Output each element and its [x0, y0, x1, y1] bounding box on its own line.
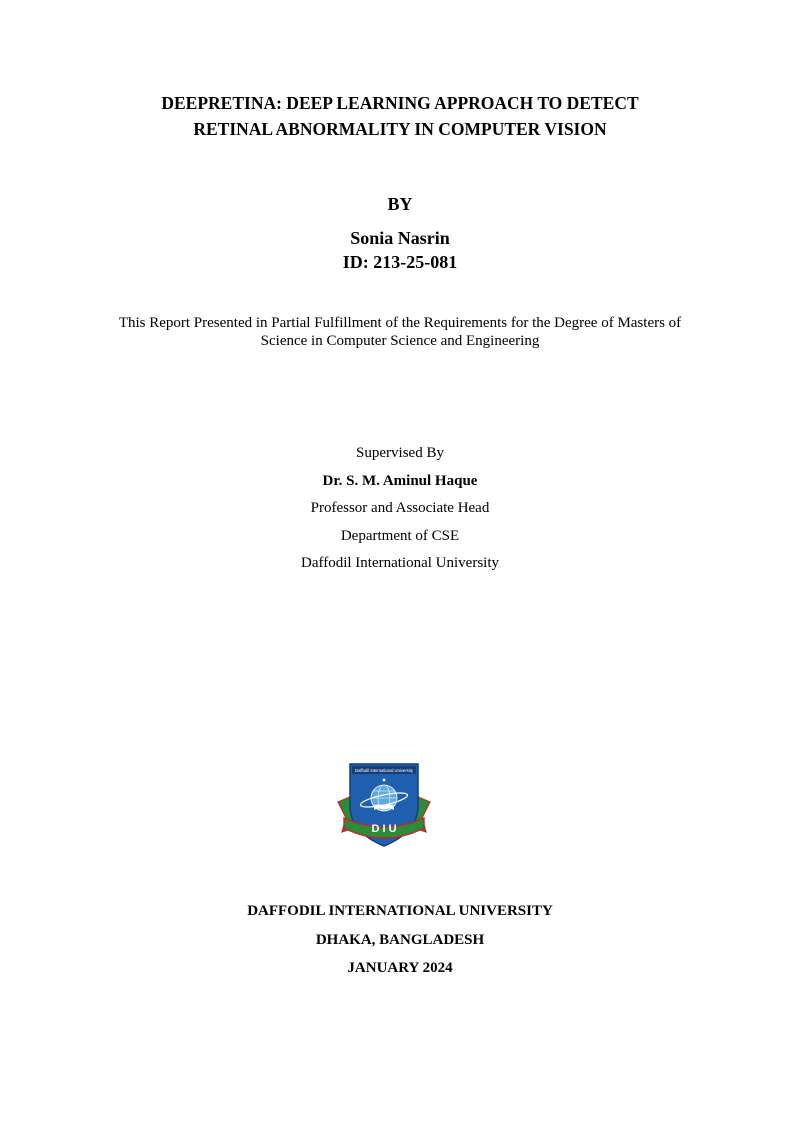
thesis-title-line-1: DEEPRETINA: DEEP LEARNING APPROACH TO DETECT	[161, 93, 639, 113]
supervisor-position: Professor and Associate Head	[310, 500, 490, 516]
supervised-by-label: Supervised By	[356, 445, 444, 461]
footer-location: DHAKA, BANGLADESH	[315, 931, 485, 948]
degree-statement	[0, 314, 800, 350]
author-id: ID: 213-25-081	[342, 252, 458, 272]
footer-date: JANUARY 2024	[347, 960, 453, 976]
supervisor-department: Department of CSE	[340, 527, 460, 544]
author-name: Sonia Nasrin	[350, 228, 450, 248]
degree-statement-line-1: This Report Presented in Partial Fulfillment of the Requirements for the Degree of Masters of	[118, 315, 682, 331]
footer-block	[0, 897, 800, 983]
degree-statement-line-2: Science in Computer Science and Engineering	[260, 333, 540, 349]
author-block	[0, 226, 800, 274]
supervisor-name: Dr. S. M. Aminul Haque	[322, 472, 478, 489]
footer-institution: DAFFODIL INTERNATIONAL UNIVERSITY	[247, 903, 553, 919]
svg-text:D I U: D I U	[371, 823, 397, 835]
thesis-title	[0, 90, 800, 142]
by-label: BY	[387, 194, 413, 214]
supervisor-university: Daffodil International University	[300, 555, 499, 571]
university-crest-icon	[334, 756, 434, 852]
thesis-title-line-2: RETINAL ABNORMALITY IN COMPUTER VISION	[193, 119, 607, 139]
supervision-block	[0, 440, 800, 578]
svg-text:Daffodil International Univers: Daffodil International University	[355, 768, 413, 773]
